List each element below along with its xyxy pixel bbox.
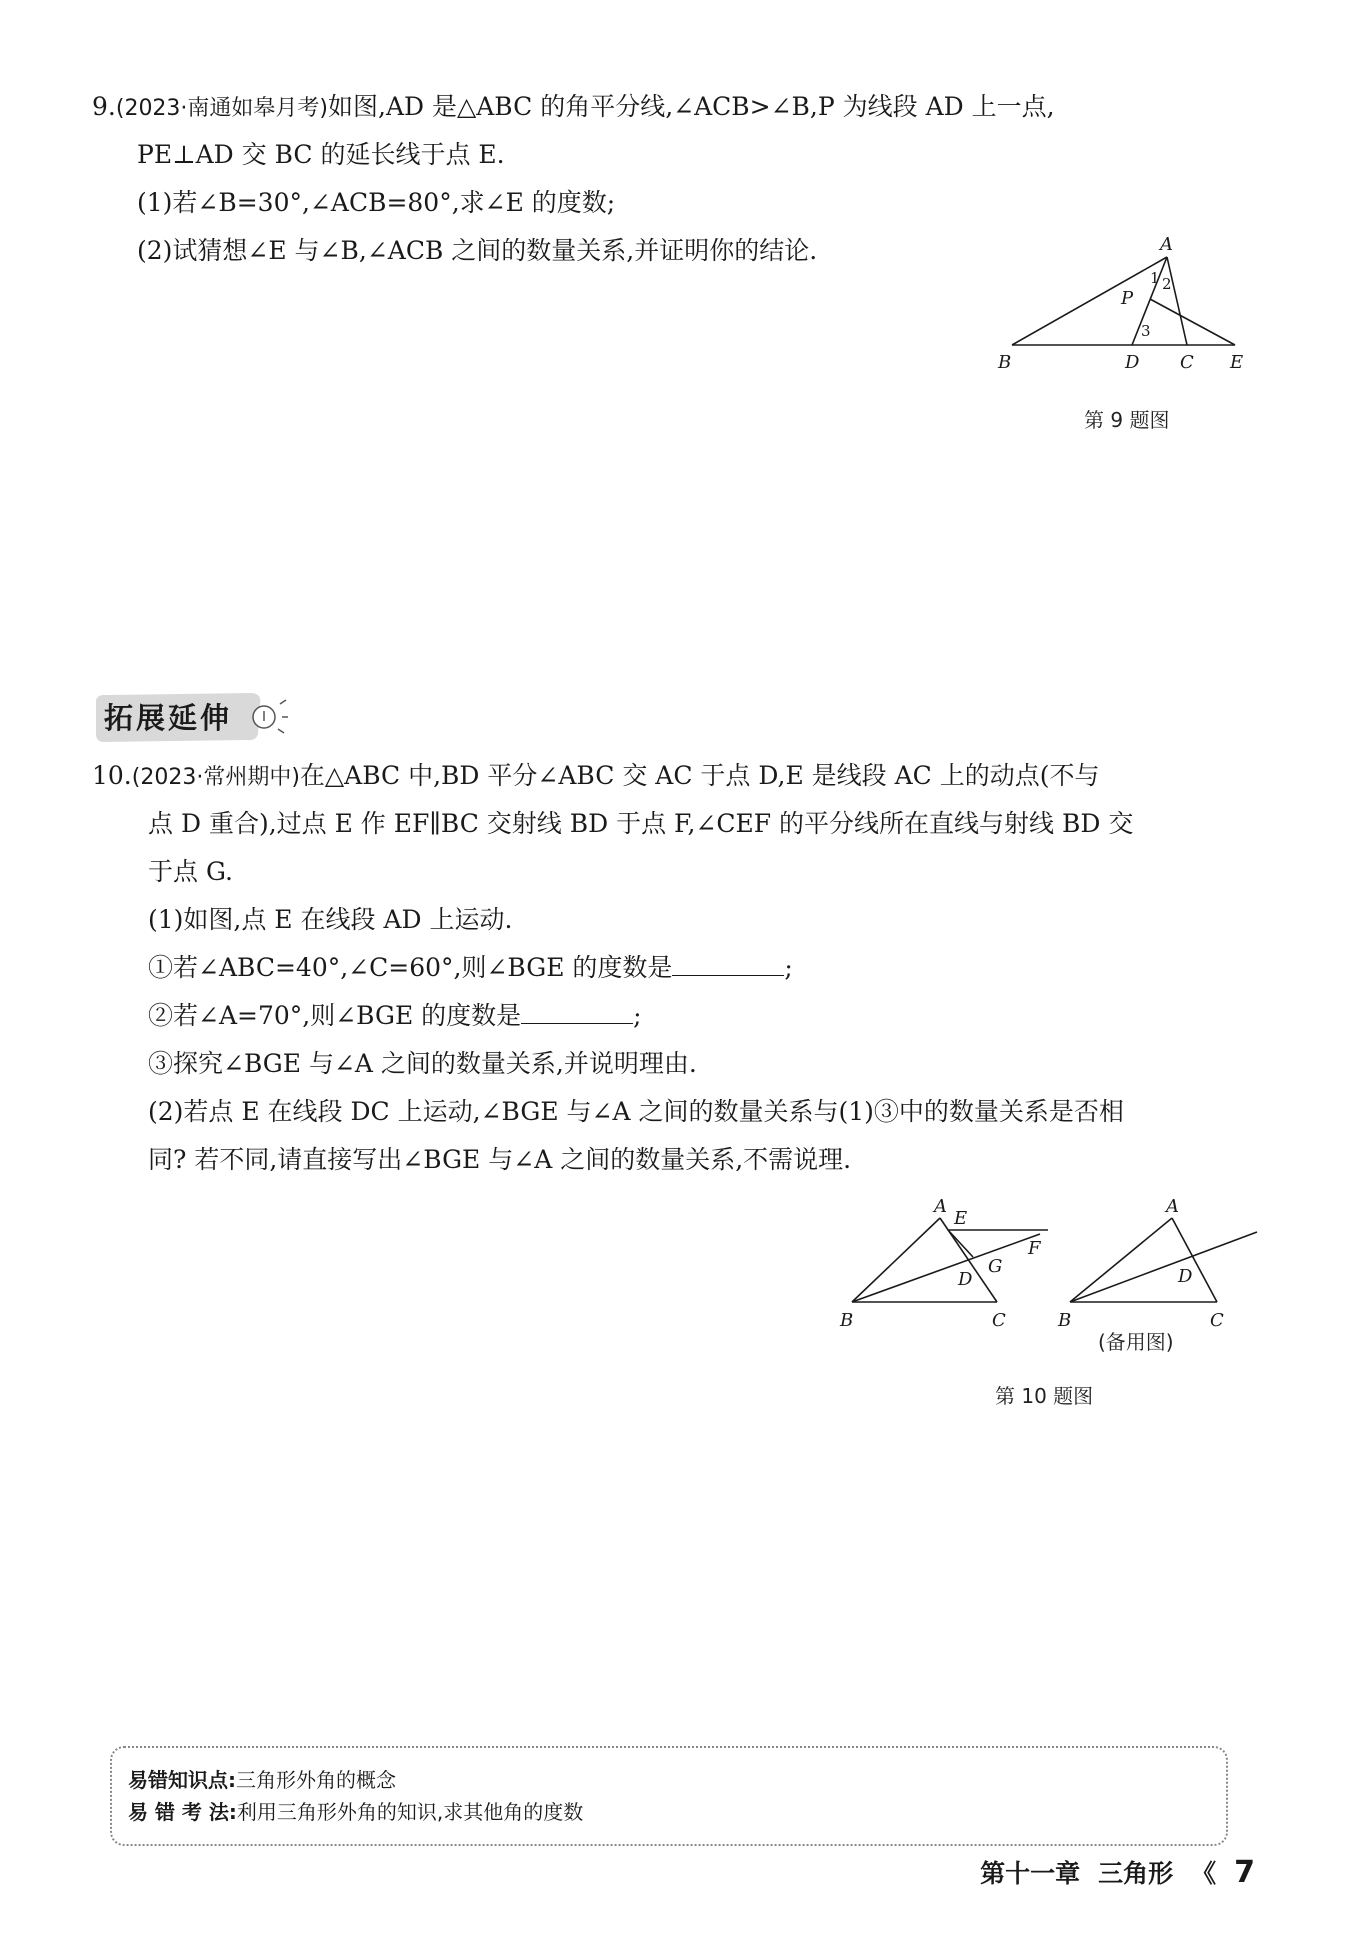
- q10-part-1: (1)如图,点 E 在线段 AD 上运动.: [148, 905, 513, 934]
- label-a: A: [1160, 234, 1173, 255]
- segment-ba: [852, 1218, 940, 1302]
- angle-label-1: 1: [1150, 269, 1160, 287]
- answer-blank-2[interactable]: [521, 996, 633, 1025]
- segment-ac: [1167, 257, 1187, 345]
- q10-part-1-1-end: ;: [784, 953, 793, 982]
- label-c: C: [992, 1310, 1006, 1331]
- page-number: 7: [1234, 1854, 1255, 1890]
- note-key-2: 易 错 考 法:: [128, 1800, 237, 1824]
- q10-part-2: (2)若点 E 在线段 DC 上运动,∠BGE 与∠A 之间的数量关系与(1)③中的数量关系是否相: [148, 1097, 1124, 1126]
- q10-spare-caption: (备用图): [1098, 1330, 1174, 1354]
- question-9: [92, 83, 1055, 275]
- q9-part-2: (2)试猜想∠E 与∠B,∠ACB 之间的数量关系,并证明你的结论.: [137, 236, 818, 265]
- label-b: B: [840, 1310, 854, 1331]
- q10-part-1-2-end: ;: [633, 1001, 642, 1030]
- q10-part-1-3: ③探究∠BGE 与∠A 之间的数量关系,并说明理由.: [148, 1049, 697, 1078]
- label-c: C: [1180, 352, 1194, 373]
- q10-figure-caption: 第 10 题图: [995, 1384, 1094, 1408]
- q10-part-1-2: [92, 992, 1133, 1040]
- page-footer: [980, 1852, 1255, 1892]
- q10-line-2: 点 D 重合),过点 E 作 EF∥BC 交射线 BD 于点 F,∠CEF 的平分线所在直线与射线 BD 交: [148, 809, 1134, 838]
- section-banner: [92, 690, 288, 744]
- q9-number: 9.: [92, 92, 116, 121]
- angle-label-3: 3: [1141, 322, 1151, 340]
- ray-bd: [852, 1234, 1040, 1302]
- q10-part-1-1: [92, 944, 1133, 992]
- label-b: B: [998, 352, 1012, 373]
- footer-arrow: 《: [1191, 1859, 1217, 1888]
- segment-eg: [948, 1230, 973, 1257]
- label-f: F: [1028, 1238, 1041, 1259]
- label-e: E: [954, 1208, 968, 1229]
- q10-part-2-cont: 同? 若不同,请直接写出∠BGE 与∠A 之间的数量关系,不需说理.: [148, 1145, 852, 1174]
- label-d: D: [1125, 352, 1140, 373]
- q9-figure: [990, 230, 1260, 380]
- note-value-2: 利用三角形外角的知识,求其他角的度数: [236, 1800, 584, 1824]
- q10-figure: [830, 1190, 1070, 1340]
- q9-line-1: [92, 83, 1055, 131]
- label-c: C: [1210, 1310, 1224, 1331]
- angle-label-2: 2: [1162, 275, 1172, 293]
- footer-title: 三角形: [1098, 1859, 1174, 1888]
- q10-text-1: 在△ABC 中,BD 平分∠ABC 交 AC 于点 D,E 是线段 AC 上的动点(不与: [299, 761, 1100, 790]
- label-e: E: [1230, 352, 1244, 373]
- note-key-1: 易错知识点:: [128, 1768, 236, 1792]
- label-a: A: [1166, 1196, 1179, 1217]
- segment-pe: [1150, 299, 1235, 345]
- q9-part-1: (1)若∠B=30°,∠ACB=80°,求∠E 的度数;: [137, 188, 616, 217]
- question-10: [92, 752, 1133, 1184]
- note-value-1: 三角形外角的概念: [236, 1768, 396, 1792]
- footer-chapter: 第十一章: [980, 1859, 1081, 1888]
- segment-ba: [1070, 1218, 1172, 1302]
- q9-line-2: PE⊥AD 交 BC 的延长线于点 E.: [137, 140, 505, 169]
- q10-number: 10.: [92, 761, 132, 790]
- segment-ac: [1172, 1218, 1217, 1302]
- label-b: B: [1058, 1310, 1072, 1331]
- q9-source: (2023·南通如皋月考): [115, 96, 329, 121]
- note-line-1: [128, 1764, 396, 1793]
- q10-spare-figure: [1052, 1190, 1262, 1340]
- label-a: A: [934, 1196, 947, 1217]
- q10-line-1: [92, 752, 1133, 800]
- label-d: D: [958, 1269, 973, 1290]
- q10-line-3: 于点 G.: [148, 857, 233, 886]
- label-p: P: [1121, 288, 1134, 309]
- label-g: G: [988, 1256, 1003, 1277]
- q9-figure-caption: 第 9 题图: [1084, 408, 1170, 432]
- label-d: D: [1178, 1266, 1193, 1287]
- q9-text-1: 如图,AD 是△ABC 的角平分线,∠ACB>∠B,P 为线段 AD 上一点,: [328, 92, 1055, 121]
- q10-part-1-1-text: ①若∠ABC=40°,∠C=60°,则∠BGE 的度数是: [148, 953, 673, 982]
- q10-source: (2023·常州期中): [131, 765, 300, 790]
- error-note-box: [110, 1746, 1228, 1846]
- ray-bd: [1070, 1232, 1257, 1302]
- section-title: 拓展延伸: [104, 701, 233, 735]
- note-line-2: [128, 1796, 583, 1825]
- q10-part-1-2-text: ②若∠A=70°,则∠BGE 的度数是: [148, 1001, 522, 1030]
- answer-blank-1[interactable]: [672, 948, 784, 977]
